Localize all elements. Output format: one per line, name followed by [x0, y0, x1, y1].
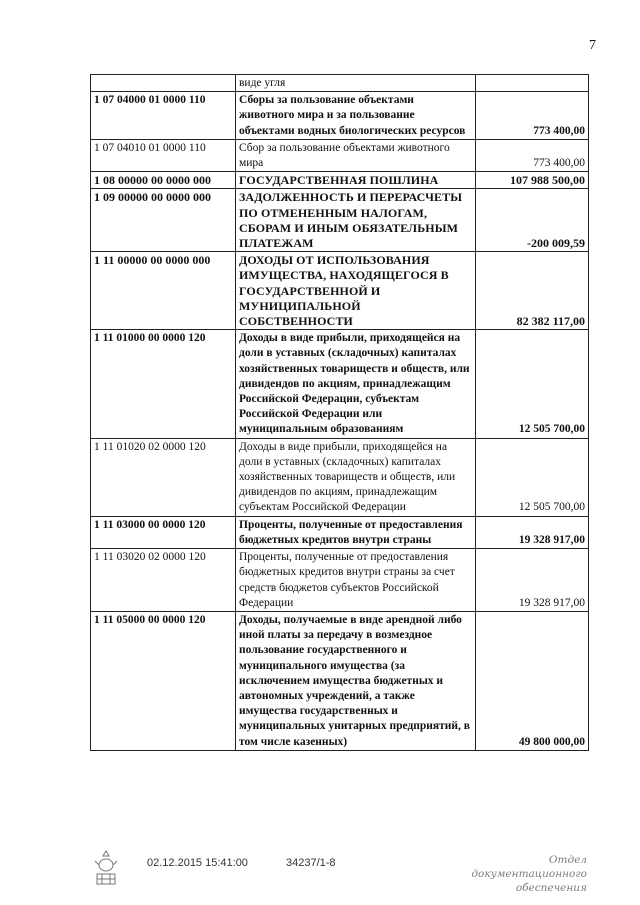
budget-code-cell: 1 11 05000 00 0000 120	[91, 611, 236, 750]
revenue-name-cell: ГОСУДАРСТВЕННАЯ ПОШЛИНА	[236, 172, 476, 189]
amount-cell: 19 328 917,00	[476, 516, 589, 548]
table-row	[91, 549, 589, 612]
table-row	[91, 172, 589, 189]
amount-cell: 12 505 700,00	[476, 438, 589, 516]
footer-timestamp: 02.12.2015 15:41:00	[147, 857, 248, 869]
amount-cell: 12 505 700,00	[476, 330, 589, 438]
budget-code-cell: 1 11 00000 00 0000 000	[91, 252, 236, 330]
amount-cell	[476, 75, 589, 92]
stamp-emblem-icon	[92, 848, 120, 888]
amount-cell: 49 800 000,00	[476, 611, 589, 750]
revenue-name-cell: Проценты, полученные от предоставления бюджетных кредитов внутри страны	[236, 516, 476, 548]
table-row	[91, 611, 589, 750]
table-row	[91, 189, 589, 252]
revenue-name-cell: Доходы в виде прибыли, приходящейся на доли в уставных (складочных) капиталах хозяйственных товариществ и обществ, или дивидендов по акциям, принадлежащим Российской Федерации, субъектам Российской Федерации или муниципальным образованиям	[236, 330, 476, 438]
amount-cell: -200 009,59	[476, 189, 589, 252]
budget-code-cell: 1 08 00000 00 0000 000	[91, 172, 236, 189]
revenue-name-cell: ДОХОДЫ ОТ ИСПОЛЬЗОВАНИЯ ИМУЩЕСТВА, НАХОДЯЩЕГОСЯ В ГОСУДАРСТВЕННОЙ И МУНИЦИПАЛЬНОЙ СОБСТВЕННОСТИ	[236, 252, 476, 330]
budget-code-cell	[91, 75, 236, 92]
table-row	[91, 92, 589, 140]
table-row	[91, 516, 589, 548]
budget-code-cell: 1 11 01020 02 0000 120	[91, 438, 236, 516]
table-row	[91, 75, 589, 92]
amount-cell: 773 400,00	[476, 139, 589, 171]
revenue-name-cell: Сборы за пользование объектами животного мира и за пользование объектами водных биологических ресурсов	[236, 92, 476, 140]
budget-code-cell: 1 07 04000 01 0000 110	[91, 92, 236, 140]
table-row	[91, 330, 589, 438]
revenue-name-cell: ЗАДОЛЖЕННОСТЬ И ПЕРЕРАСЧЕТЫ ПО ОТМЕНЕННЫМ НАЛОГАМ, СБОРАМ И ИНЫМ ОБЯЗАТЕЛЬНЫМ ПЛАТЕЖАМ	[236, 189, 476, 252]
budget-code-cell: 1 07 04010 01 0000 110	[91, 139, 236, 171]
footer-document-id: 34237/1-8	[286, 857, 336, 869]
budget-code-cell: 1 09 00000 00 0000 000	[91, 189, 236, 252]
table-row	[91, 438, 589, 516]
amount-cell: 107 988 500,00	[476, 172, 589, 189]
budget-table	[90, 74, 589, 751]
table-row	[91, 252, 589, 330]
amount-cell: 19 328 917,00	[476, 549, 589, 612]
budget-code-cell: 1 11 01000 00 0000 120	[91, 330, 236, 438]
footer-department-line2: обеспечения	[515, 882, 587, 894]
revenue-name-cell: виде угля	[236, 75, 476, 92]
table-row	[91, 139, 589, 171]
revenue-name-cell: Сбор за пользование объектами животного мира	[236, 139, 476, 171]
budget-table-body	[91, 75, 589, 751]
page-number: 7	[589, 38, 596, 53]
revenue-name-cell: Проценты, полученные от предоставления бюджетных кредитов внутри страны за счет средств бюджетов субъектов Российской Федерации	[236, 549, 476, 612]
footer-department-stamp	[447, 853, 587, 895]
revenue-name-cell: Доходы, получаемые в виде арендной либо иной платы за передачу в возмездное пользование государственного и муниципального имущества (за исключением имущества бюджетных и автономных учреждений, а также имущества государственных и муниципальных унитарных предприятий, в том числе казенных)	[236, 611, 476, 750]
budget-code-cell: 1 11 03020 02 0000 120	[91, 549, 236, 612]
footer-department-line1: Отдел документационного	[471, 854, 587, 880]
revenue-name-cell: Доходы в виде прибыли, приходящейся на доли в уставных (складочных) капиталах хозяйственных товариществ и обществ, или дивидендов по акциям, принадлежащим субъектам Российской Федерации	[236, 438, 476, 516]
amount-cell: 773 400,00	[476, 92, 589, 140]
amount-cell: 82 382 117,00	[476, 252, 589, 330]
budget-code-cell: 1 11 03000 00 0000 120	[91, 516, 236, 548]
